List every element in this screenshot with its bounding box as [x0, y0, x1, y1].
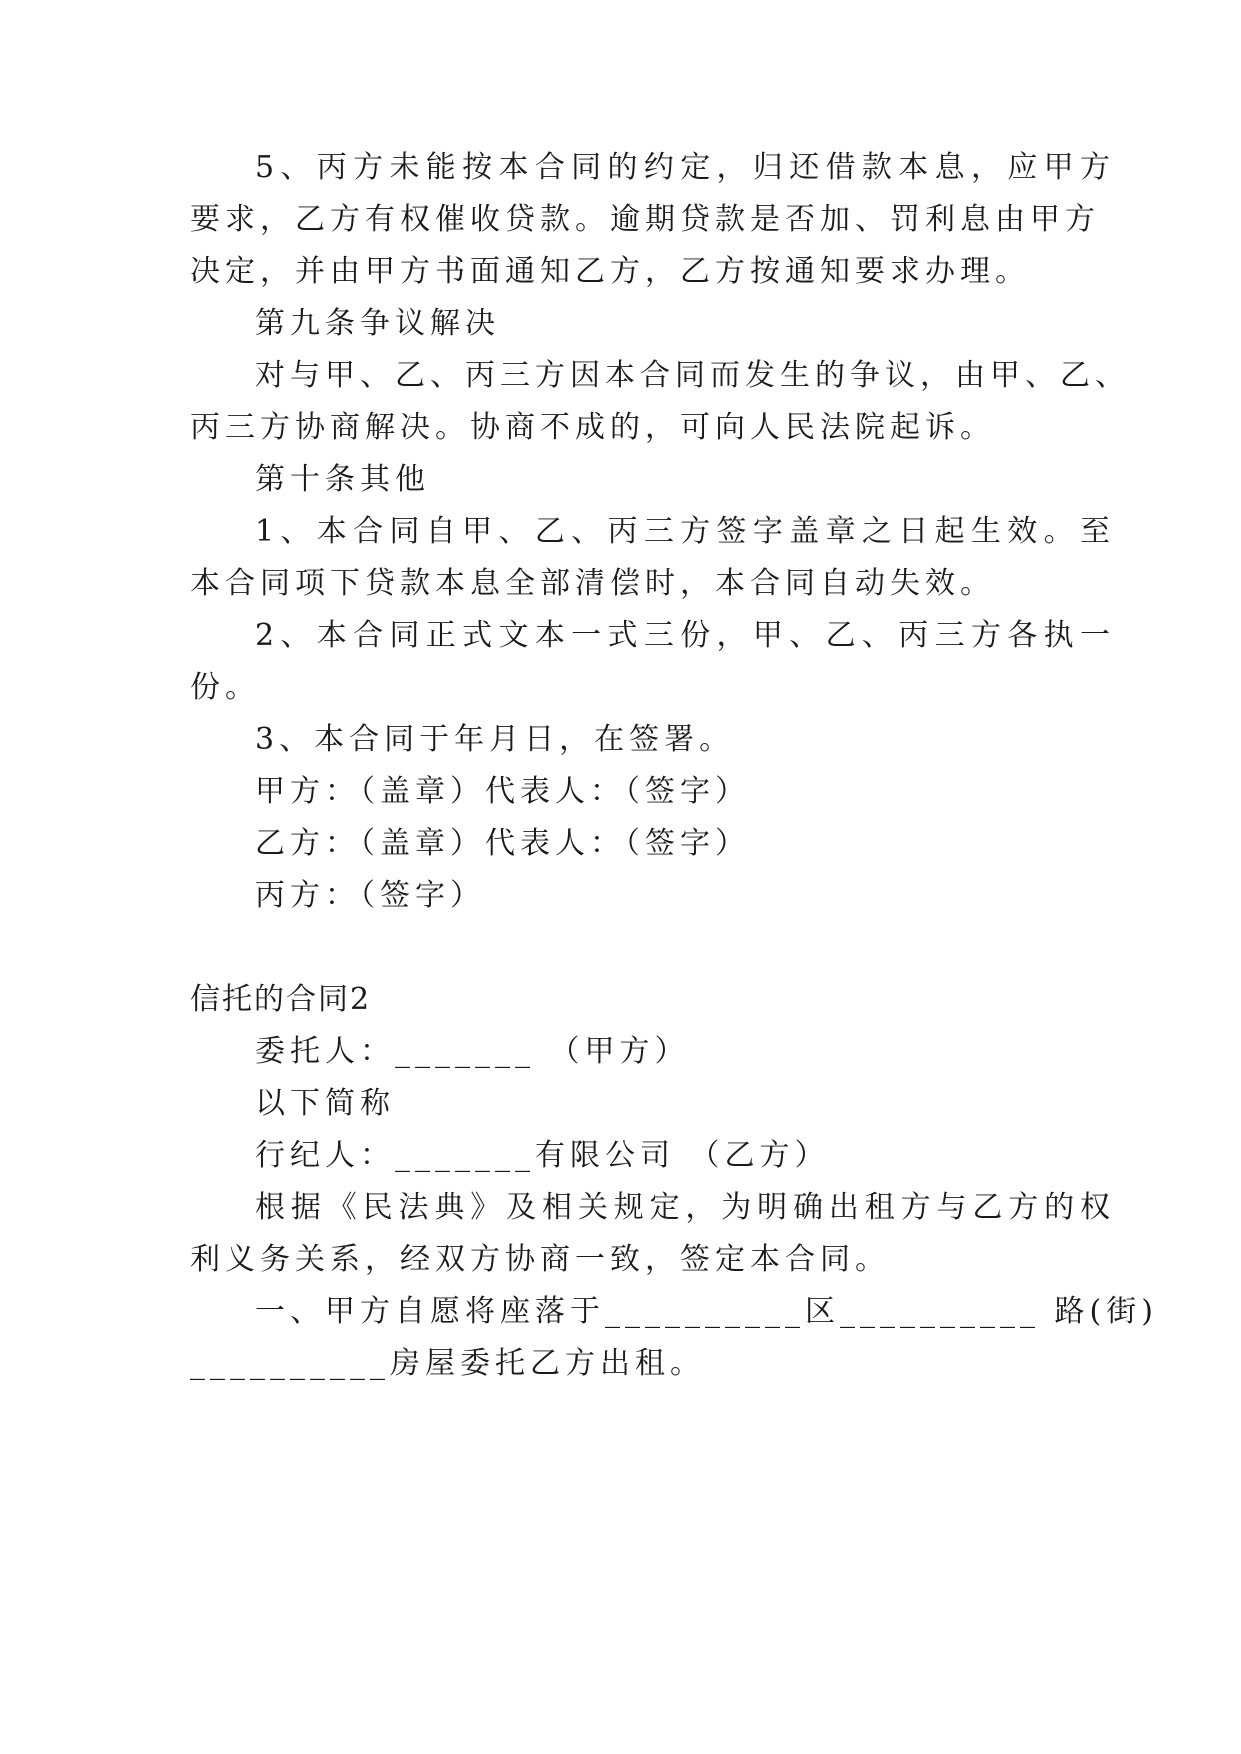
paragraph-line: 3、本合同于年月日，在签署。 [255, 722, 735, 757]
paragraph-line: 5、丙方未能按本合同的约定，归还借款本息，应甲方 [255, 150, 1115, 185]
paragraph-line: 2、本合同正式文本一式三份，甲、乙、丙三方各执一 [255, 618, 1115, 653]
paragraph-line: 利义务关系，经双方协商一致，签定本合同。 [190, 1242, 890, 1277]
signature-line-party-b: 乙方：（盖章）代表人：（签字） [255, 826, 750, 861]
paragraph-line: 本合同项下贷款本息全部清偿时，本合同自动失效。 [190, 566, 995, 601]
article-heading: 第九条争议解决 [255, 306, 500, 341]
client-field: 委托人：_______ （甲方） [255, 1034, 690, 1069]
paragraph-line: 根据《民法典》及相关规定，为明确出租方与乙方的权 [255, 1190, 1115, 1225]
article-heading: 第十条其他 [255, 462, 430, 497]
paragraph-line: __________房屋委托乙方出租。 [190, 1346, 705, 1381]
abbreviation-note: 以下简称 [255, 1086, 395, 1121]
paragraph-line: 决定，并由甲方书面通知乙方，乙方按通知要求办理。 [190, 254, 1030, 289]
agent-field: 行纪人：_______有限公司 （乙方） [255, 1138, 830, 1173]
paragraph-line: 一、甲方自愿将座落于__________区__________ 路(街) [255, 1294, 1158, 1329]
paragraph-line: 1、本合同自甲、乙、丙三方签字盖章之日起生效。至 [255, 514, 1115, 549]
signature-line-party-c: 丙方：（签字） [255, 878, 485, 913]
paragraph-line: 份。 [190, 670, 260, 705]
paragraph-line: 丙三方协商解决。协商不成的，可向人民法院起诉。 [190, 410, 995, 445]
paragraph-line: 要求，乙方有权催收贷款。逾期贷款是否加、罚利息由甲方 [190, 202, 1100, 237]
document-title: 信托的合同2 [190, 982, 372, 1017]
signature-line-party-a: 甲方：（盖章）代表人：（签字） [255, 774, 750, 809]
paragraph-line: 对与甲、乙、丙三方因本合同而发生的争议，由甲、乙、 [255, 358, 1130, 393]
